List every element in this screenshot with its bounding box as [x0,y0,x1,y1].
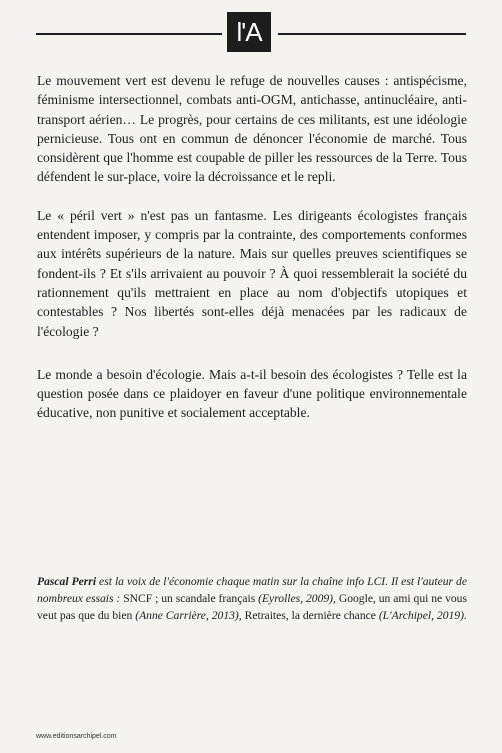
header [0,12,502,52]
paragraph-3: Le monde a besoin d'écologie. Mais a-t-il besoin des écologistes ? Telle est la question posée dans ce plaidoyer en faveur d'une politique environnementale éducative, non punitive et socialement acceptable. [37,366,467,421]
author-bio [37,573,467,625]
paragraph-2: Le « péril vert » n'est pas un fantasme. Les dirigeants écologistes français entendent imposer, y compris par la contrainte, des comportements conformes aux intérêts supérieurs de la nature. Mais sur quelles preuves scientifiques se fondent-ils ? Et s'ils arrivaient au pouvoir ? À quoi ressemblerait la société du rationnement qu'ils mettraient en place au nom d'objectifs utopiques et contestables ? Nos libertés sont-elles déjà menacées par les radicaux de l'écologie ? [37,207,467,339]
book-publisher-1: (Eyrolles, 2009), [255,592,339,606]
book-title-2: Google, un ami qui ne vous veut pas que du bien [37,592,467,623]
bio-text: est la voix de l'économie chaque matin sur la chaîne info LCI. Il est l'auteur de nombreux essais : [37,575,467,606]
paragraph-1: Le mouvement vert est devenu le refuge de nouvelles causes : antispécisme, féminisme intersectionnel, combats anti-OGM, antichasse, antinucléaire, anti-transport aérien… Le progrès, pour certains de ces militants, est une idéologie pernicieuse. Tous ont en commun de dénoncer l'économie de marché. Tous considèrent que l'homme est coupable de piller les ressources de la Terre. Tous défendent le sur-place, voire la décroissance et le repli. [37,73,467,185]
author-name: Pascal Perri [37,575,97,588]
header-rule-left [36,33,222,35]
header-rule-right [278,33,466,35]
blurb-text [37,71,467,442]
book-title-1: SNCF ; un scandale français [123,592,256,606]
publisher-logo: l'A [227,12,271,52]
publisher-website: www.editionsarchipel.com [36,733,117,740]
book-publisher-3: (L'Archipel, 2019). [375,609,467,623]
book-title-3: Retraites, la dernière chance [244,609,376,623]
book-publisher-2: (Anne Carrière, 2013), [132,609,245,623]
